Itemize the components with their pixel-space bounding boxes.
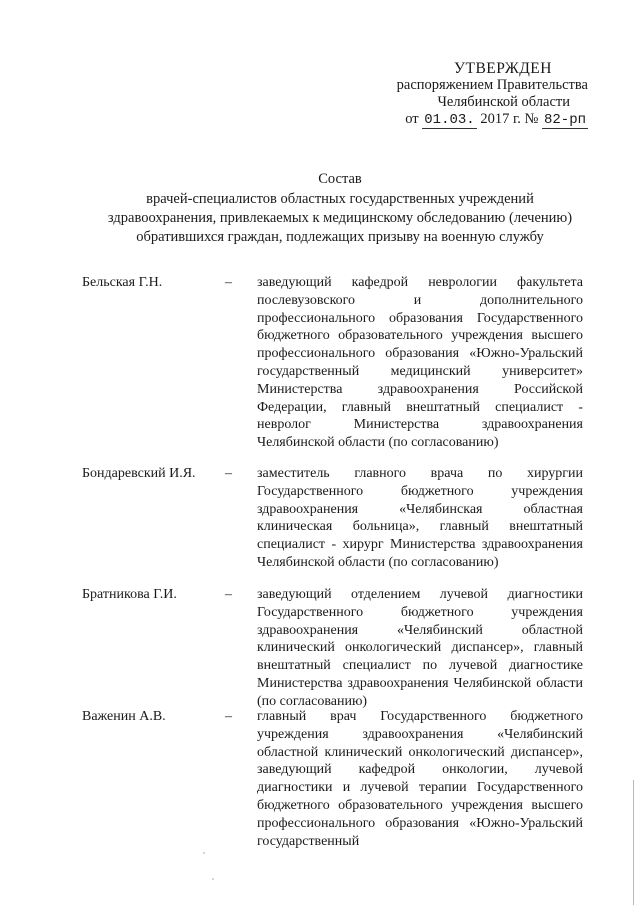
person-name: Бондаревский И.Я.	[82, 466, 196, 481]
heading-subtitle-line: обратившихся граждан, подлежащих призыву на военную службу	[136, 229, 544, 245]
person-position: заведующий отделением лучевой диагностики Государственного бюджетного учреждения здравоохранения «Челябинский областной клинический онкологический диспансер», главный внештатный специалист по лучевой диагностике Министерства здравоохранения Челябинской области (по согласованию)	[257, 587, 583, 709]
person-position: заведующий кафедрой неврологии факультета послевузовского и дополнительного профессионального образования Государственного бюджетного образовательного учреждения высшего профессионального образования «Южно-Уральский государственный медицинский университет» Министерства здравоохранения Российской Федерации, главный внештатный специалист - невролог Министерства здравоохранения Челябинской области (по согласованию)	[257, 275, 583, 451]
person-name: Бельская Г.Н.	[82, 275, 163, 290]
scan-edge-line	[633, 780, 634, 905]
person-name: Братникова Г.И.	[82, 587, 177, 602]
heading-subtitle-line: врачей-специалистов областных государственных учреждений	[146, 191, 534, 207]
approval-line-1: распоряжением Правительства	[396, 77, 588, 93]
year-text: 2017 г. №	[480, 111, 539, 127]
separator-dash: –	[225, 466, 232, 481]
separator-dash: –	[225, 275, 232, 290]
approval-stamp	[378, 60, 588, 129]
person-name: Важенин А.В.	[82, 709, 166, 724]
heading-subtitle-line: здравоохранения, привлекаемых к медицинскому обследованию (лечению)	[107, 210, 573, 226]
approval-line-2: Челябинской области	[437, 94, 570, 110]
approval-title: УТВЕРЖДЕН	[454, 60, 552, 77]
document-heading	[60, 170, 620, 247]
scan-speck	[203, 852, 205, 854]
approval-date-line	[378, 111, 588, 129]
person-position: заместитель главного врача по хирургии Государственного бюджетного учреждения здравоохранения «Челябинская областная клиническая больница», главный внештатный специалист - хирург Министерства здравоохранения Челябинской области (по согласованию)	[257, 466, 583, 570]
from-label: от	[405, 111, 419, 127]
separator-dash: –	[225, 587, 232, 602]
separator-dash: –	[225, 709, 232, 724]
heading-title: Состав	[318, 171, 362, 187]
person-position: главный врач Государственного бюджетного учреждения здравоохранения «Челябинский областной клинический онкологический диспансер», заведующий кафедрой онкологии, лучевой диагностики и лучевой терапии Государственного бюджетного образовательного учреждения высшего профессионального образования «Южно-Уральский государственный	[257, 709, 583, 849]
scan-speck	[212, 878, 214, 880]
approval-number: 82-рп	[543, 112, 586, 128]
approval-date: 01.03.	[424, 112, 475, 128]
